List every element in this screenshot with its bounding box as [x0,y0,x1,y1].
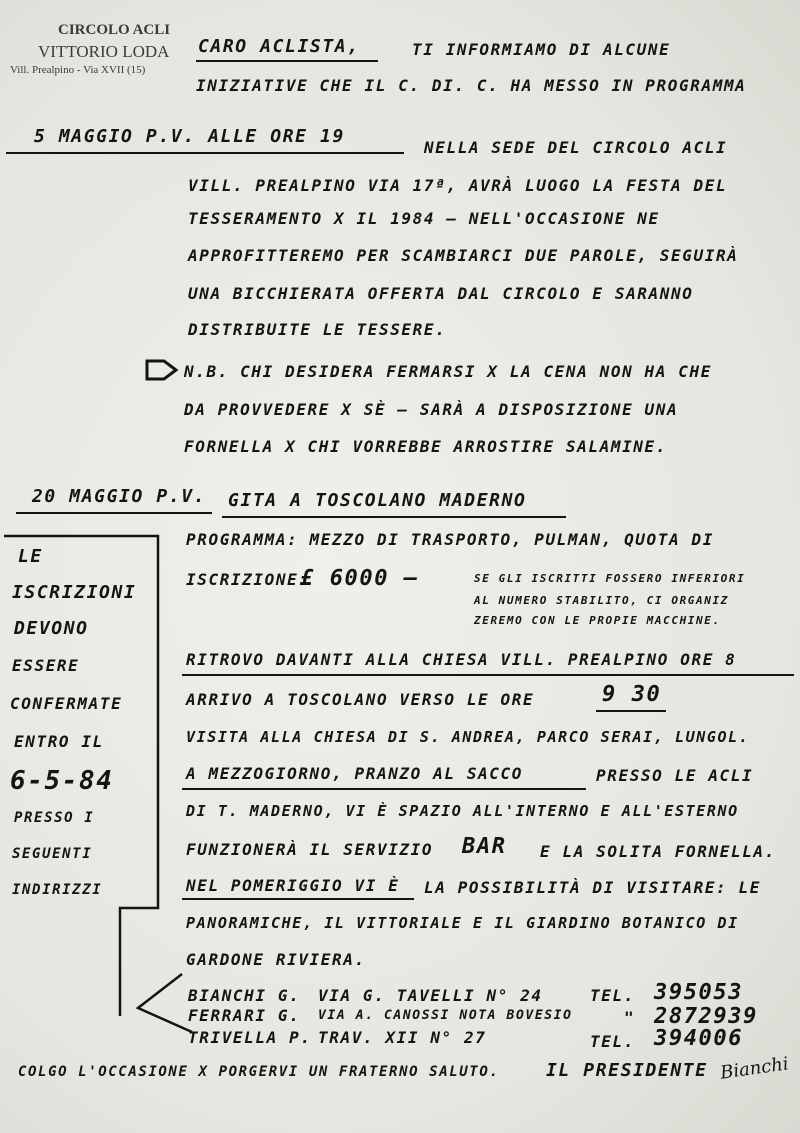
stamp-line-2: VITTORIO LODA [38,42,170,61]
stamp-line-3: Vill. Prealpino - Via XVII (15) [10,64,146,76]
contact-tel: 394006 [654,1026,744,1051]
program-line-1: PROGRAMMA: MEZZO DI TRASPORTO, PULMAN, QUOTA DI [186,530,714,549]
side-box-deadline: 6-5-84 [10,766,114,796]
event1-line-6: DISTRIBUITE LE TESSERE. [188,320,447,339]
contact-tel-label: " [624,1008,636,1027]
program-fee: £ 6000 — [300,566,419,591]
event2-title-underline [16,512,212,514]
contact-tel: 395053 [654,980,744,1005]
side-box-line-3: DEVONO [14,618,89,639]
event1-line-1: NELLA SEDE DEL CIRCOLO ACLI [424,138,728,157]
contact-name: BIANCHI G. [188,986,301,1005]
afternoon-line-a: NEL POMERIGGIO VI È [186,876,400,895]
fee-note-3: ZEREMO CON LE PROPIE MACCHINE. [474,614,721,627]
afternoon-line-2: PANORAMICHE, IL VITTORIALE E IL GIARDINO BOTANICO DI [186,914,739,932]
side-box-line-10: INDIRIZZI [12,882,103,898]
arrive-time-underline [596,710,666,712]
contact-address: VIA G. TAVELLI N° 24 [318,986,543,1005]
afternoon-line-3: GARDONE RIVIERA. [186,950,366,969]
afternoon-line-b: LA POSSIBILITÀ DI VISITARE: LE [424,878,761,897]
event2-title: 20 MAGGIO P.V. [32,486,207,507]
arrive-line: ARRIVO A TOSCOLANO VERSO LE ORE [186,690,535,709]
closing-signoff: IL PRESIDENTE [546,1060,708,1081]
side-box-line-9: SEGUENTI [12,846,93,862]
contact-tel-label: TEL. [590,1032,635,1051]
contact-name: FERRARI G. [188,1006,301,1025]
event1-line-2: VILL. PREALPINO VIA 17ª, AVRÀ LUOGO LA FESTA DEL [188,176,728,195]
contact-name: TRIVELLA P. [188,1028,312,1047]
bar-line-c: E LA SOLITA FORNELLA. [540,842,776,861]
fee-note-1: SE GLI ISCRITTI FOSSERO INFERIORI [474,572,746,585]
event1-line-3: TESSERAMENTO X IL 1984 — NELL'OCCASIONE NE [188,209,660,228]
event1-title-underline [6,152,404,154]
meet-underline [182,674,794,676]
president-signature: Bianchi [718,1053,790,1084]
nb-line-2: DA PROVVEDERE X SÈ — SARÀ A DISPOSIZIONE UNA [184,400,679,419]
bar-line-a: FUNZIONERÀ IL SERVIZIO [186,840,434,859]
contact-tel: 2872939 [654,1004,758,1029]
contact-address: VIA A. CANOSSI NOTA BOVESIO [318,1008,573,1023]
side-box-line-2: ISCRIZIONI [12,582,137,603]
event2-subtitle: GITA A TOSCOLANO MADERNO [228,490,527,511]
noon-line-b: PRESSO LE ACLI [596,766,754,785]
nb-line-3: FORNELLA X CHI VORREBBE ARROSTIRE SALAMINE. [184,437,668,456]
nb-line-1: N.B. CHI DESIDERA FERMARSI X LA CENA NON HA CHE [184,362,712,381]
bar-word: BAR [462,834,507,859]
header-greeting: CARO ACLISTA, [198,36,360,57]
header-line-1: TI INFORMIAMO DI ALCUNE [412,40,671,59]
afternoon-underline [182,898,414,900]
arrow-marker-icon [144,358,180,382]
stamp-line-1: CIRCOLO ACLI [58,22,171,38]
fee-note-2: AL NUMERO STABILITO, CI ORGANIZ [474,594,729,607]
contact-address: TRAV. XII N° 27 [318,1028,487,1047]
side-box-line-5: CONFERMATE [10,694,123,713]
header-line-2: INIZIATIVE CHE IL C. DI. C. HA MESSO IN PROGRAMMA [196,76,747,95]
program-line-2-label: ISCRIZIONE [186,570,299,589]
noon-underline [182,788,586,790]
header-underline [196,60,378,62]
event1-line-4: APPROFITTEREMO PER SCAMBIARCI DUE PAROLE, SEGUIRÀ [188,246,739,265]
closing-text: COLGO L'OCCASIONE X PORGERVI UN FRATERNO SALUTO. [18,1064,500,1080]
visit-line: VISITA ALLA CHIESA DI S. ANDREA, PARCO SERAI, LUNGOL. [186,728,750,746]
side-box-line-6: ENTRO IL [14,732,104,751]
event1-title: 5 MAGGIO P.V. ALLE ORE 19 [34,126,345,147]
meet-line: RITROVO DAVANTI ALLA CHIESA VILL. PREALPINO ORE 8 [186,650,737,669]
side-box-line-1: LE [18,546,43,567]
noon-line-a: A MEZZOGIORNO, PRANZO AL SACCO [186,764,523,783]
side-box-line-4: ESSERE [12,656,80,675]
contact-tel-label: TEL. [590,986,635,1005]
arrive-time: 9 30 [602,682,662,707]
event1-line-5: UNA BICCHIERATA OFFERTA DAL CIRCOLO E SARANNO [188,284,694,303]
noon-line-2: DI T. MADERNO, VI È SPAZIO ALL'INTERNO E ALL'ESTERNO [186,802,739,820]
event2-subtitle-underline [222,516,566,518]
side-box-line-8: PRESSO I [14,810,95,826]
